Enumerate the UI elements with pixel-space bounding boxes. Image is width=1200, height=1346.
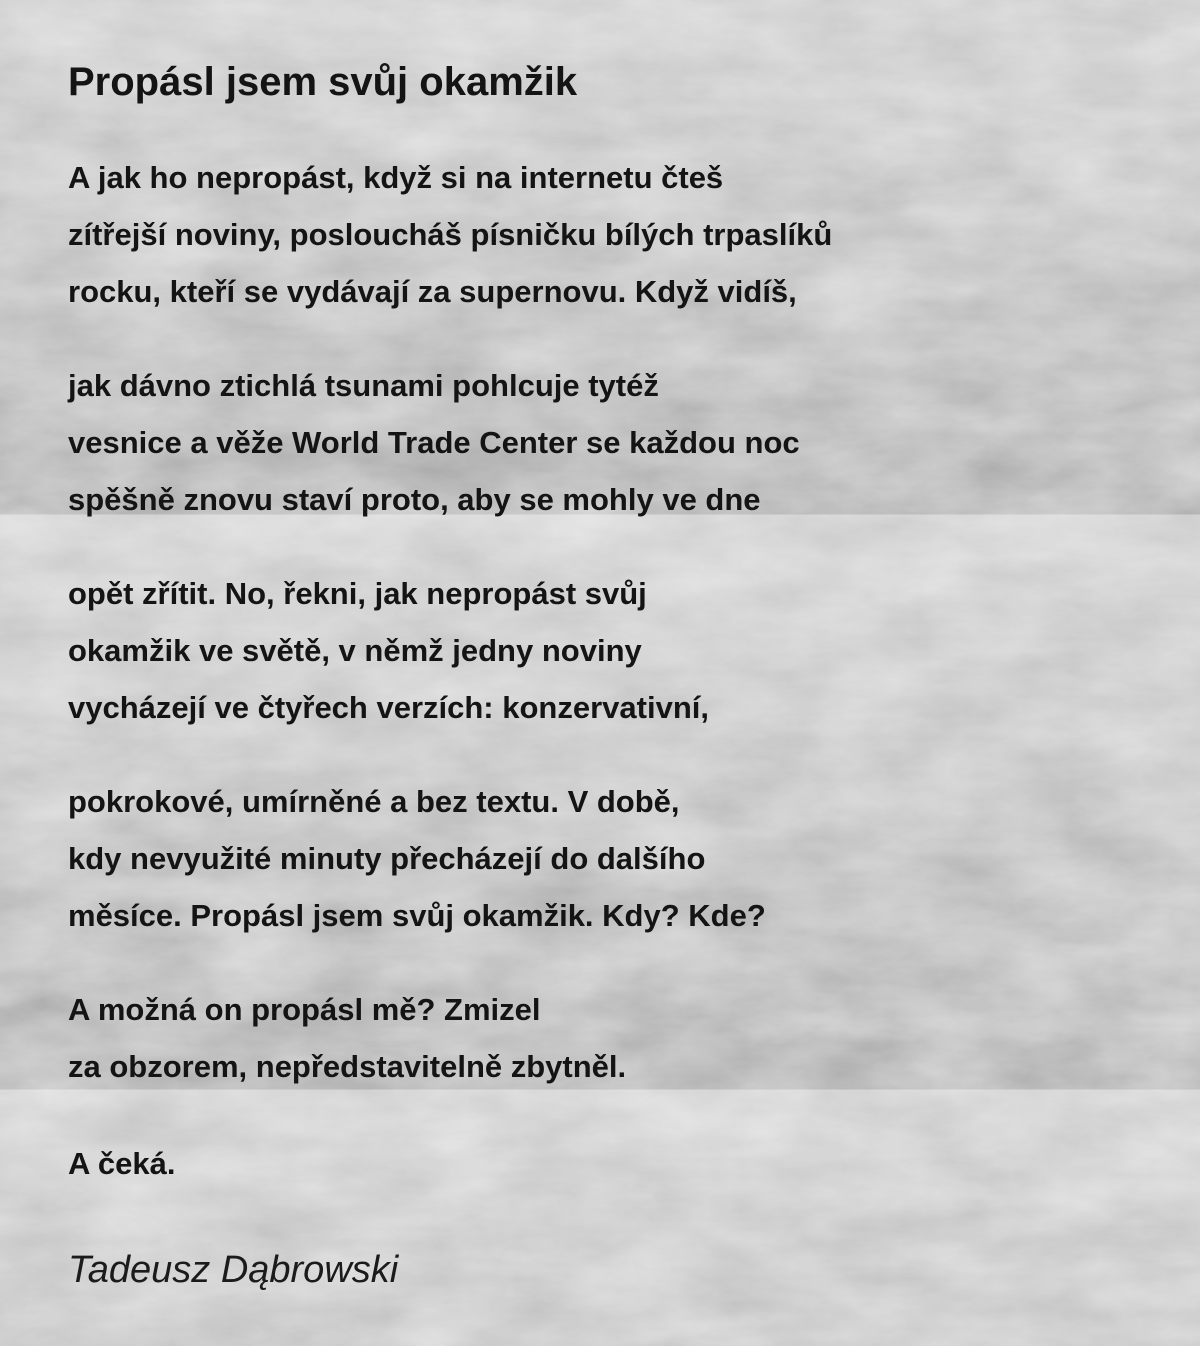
stanza-1	[68, 149, 1160, 320]
poem-line: vycházejí ve čtyřech verzích: konzervativní,	[68, 690, 709, 725]
stanza-4	[68, 773, 1160, 944]
poem-author: Tadeusz Dąbrowski	[68, 1249, 399, 1291]
poem-line: rocku, kteří se vydávají za supernovu. Když vidíš,	[68, 274, 797, 309]
poem-line: za obzorem, nepředstavitelně zbytněl.	[68, 1049, 627, 1084]
stanza-3	[68, 565, 1160, 736]
poem-line: spěšně znovu staví proto, aby se mohly ve dne	[68, 482, 761, 517]
poem-line: měsíce. Propásl jsem svůj okamžik. Kdy? Kde?	[68, 898, 766, 933]
poem-line: opět zřítit. No, řekni, jak nepropást svůj	[68, 576, 647, 611]
poem-line: jak dávno ztichlá tsunami pohlcuje tytéž	[68, 368, 659, 403]
poem-line: okamžik ve světě, v němž jedny noviny	[68, 633, 642, 668]
poem-title: Propásl jsem svůj okamžik	[68, 60, 578, 104]
stanza-2	[68, 357, 1160, 528]
stanza-6	[68, 1135, 1160, 1192]
poem-line: kdy nevyužité minuty přecházejí do dalšího	[68, 841, 706, 876]
stanza-5	[68, 981, 1160, 1095]
poem-line: A jak ho nepropást, když si na internetu čteš	[68, 160, 724, 195]
poem-line: pokrokové, umírněné a bez textu. V době,	[68, 784, 680, 819]
poem-line: zítřejší noviny, posloucháš písničku bílých trpaslíků	[68, 217, 833, 252]
poem-line: vesnice a věže World Trade Center se každou noc	[68, 425, 800, 460]
poem-line: A možná on propásl mě? Zmizel	[68, 992, 541, 1027]
poem-line: A čeká.	[68, 1146, 176, 1181]
